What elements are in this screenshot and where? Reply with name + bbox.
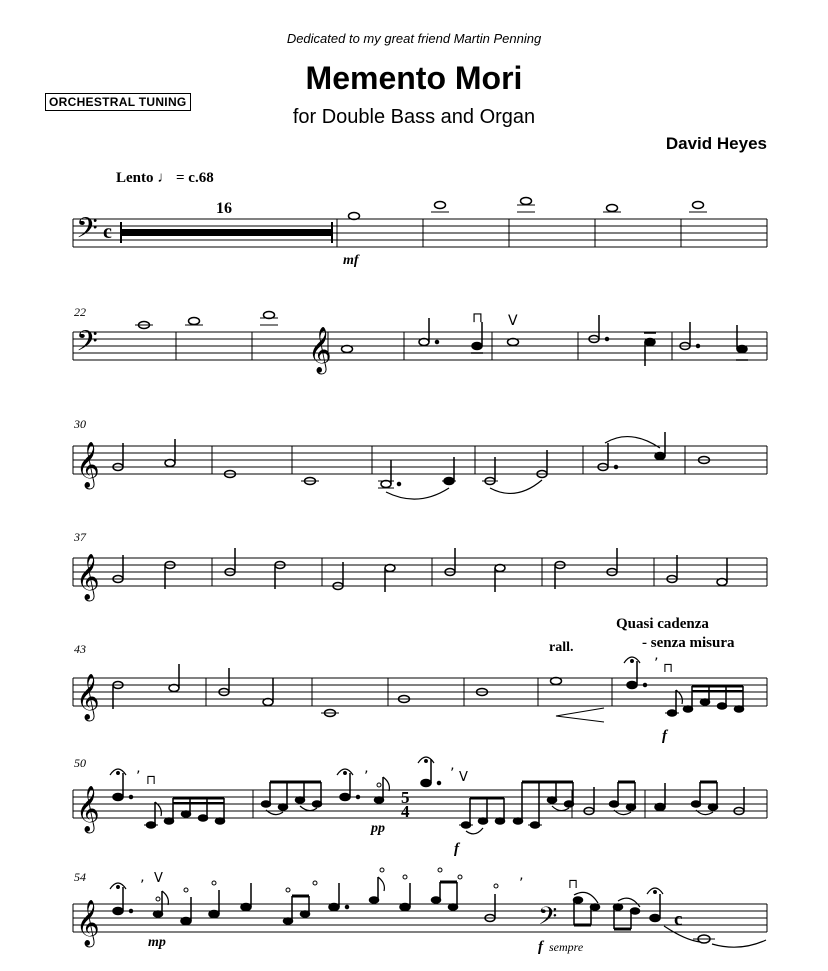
dynamic-pp: pp	[371, 821, 385, 836]
notes-system-3	[113, 432, 710, 499]
down-bow-icon: ⊓	[146, 773, 157, 788]
composer-name: David Heyes	[665, 134, 767, 153]
direction-quasi-cadenza: Quasi cadenza	[616, 616, 709, 632]
dynamic-f-sempre-f: f	[538, 939, 543, 955]
measure-number-30: 30	[74, 417, 86, 431]
up-bow-icon: V	[459, 770, 468, 785]
dynamic-mp: mp	[148, 935, 166, 950]
treble-clef-icon: 𝄞	[76, 554, 100, 600]
breath-mark-icon: ’	[450, 766, 455, 782]
notes-system-1	[349, 198, 708, 220]
down-bow-icon: ⊓	[568, 877, 579, 892]
tempo-value: = c.68	[176, 170, 214, 186]
up-bow-icon: V	[508, 313, 518, 329]
notes-system-6	[110, 757, 744, 834]
down-bow-icon: ⊓	[663, 661, 674, 676]
measure-number-43: 43	[74, 642, 86, 656]
treble-clef-icon: 𝄞	[76, 442, 100, 488]
tuning-label: ORCHESTRAL TUNING	[45, 93, 191, 111]
bass-clef-icon: 𝄢	[76, 212, 98, 252]
bass-clef-icon: 𝄢	[538, 902, 558, 937]
breath-mark-icon: ’	[654, 656, 659, 672]
staff-system-5	[73, 678, 767, 706]
dynamic-f-sempre	[538, 938, 584, 955]
tempo-label: Lento	[116, 170, 154, 186]
direction-rall: rall.	[549, 640, 574, 655]
notes-system-5	[113, 657, 744, 722]
measure-number-22: 22	[74, 305, 86, 319]
treble-clef-icon: 𝄞	[308, 327, 332, 373]
time-sig-4: 4	[401, 802, 410, 821]
staff-system-4	[73, 558, 767, 586]
multirest-count: 16	[216, 200, 232, 217]
treble-clef-icon: 𝄞	[76, 674, 100, 720]
piece-title: Memento Mori	[305, 60, 523, 96]
common-time-icon: c	[674, 909, 683, 930]
measure-number-50: 50	[74, 756, 86, 770]
breath-mark-icon: ’	[519, 876, 524, 892]
direction-senza-misura: - senza misura	[642, 635, 735, 651]
quarter-note-icon: ♩	[157, 170, 173, 186]
staff-system-3	[73, 446, 767, 474]
breath-mark-icon: ’	[364, 769, 369, 785]
up-bow-icon: V	[154, 871, 163, 886]
down-bow-icon: ⊓	[472, 310, 483, 326]
breath-mark-icon: ’	[136, 769, 141, 785]
dynamic-f: f	[662, 728, 667, 744]
breath-mark-icon: ’	[140, 878, 145, 894]
notes-system-7	[110, 868, 766, 947]
dynamic-f-2: f	[454, 841, 459, 857]
staff-system-7	[73, 904, 767, 932]
measure-number-54: 54	[74, 870, 86, 884]
bass-clef-icon: 𝄢	[76, 325, 98, 365]
dynamic-mf: mf	[343, 253, 359, 268]
piece-subtitle: for Double Bass and Organ	[292, 106, 536, 128]
dedication: Dedicated to my great friend Martin Penning	[286, 31, 542, 46]
treble-clef-icon: 𝄞	[76, 786, 100, 832]
treble-clef-icon: 𝄞	[76, 900, 100, 946]
notes-system-4	[113, 548, 727, 592]
staff-system-2	[73, 332, 767, 360]
common-time-icon: c	[103, 221, 112, 243]
time-sig-5: 5	[401, 788, 410, 807]
measure-number-37: 37	[74, 530, 86, 544]
dynamic-f-sempre-word: sempre	[549, 940, 584, 954]
